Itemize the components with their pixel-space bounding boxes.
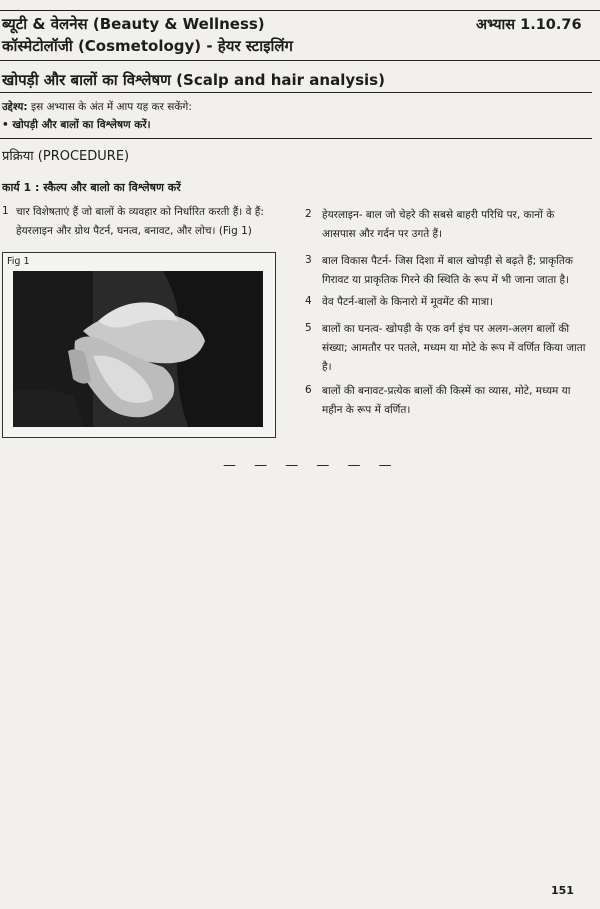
right-item-number: 4 xyxy=(305,295,312,307)
figure-label: Fig 1 xyxy=(7,256,30,267)
header-rule xyxy=(0,60,600,61)
left-item-text: चार विशेषताएं हैं जो बालों के व्यवहार को निर्धारित करती हैं। वे हैं: हेयरलाइन और ग्रोथ पैटर्न, घनत्व, बनावट, और लोच। (Fig 1) xyxy=(16,206,264,237)
page-number: 151 xyxy=(551,884,574,897)
right-item-number: 6 xyxy=(305,384,312,396)
figure-1 xyxy=(2,252,276,438)
procedure-heading: प्रक्रिया (PROCEDURE) xyxy=(2,149,130,164)
end-separator: — — — — — — xyxy=(223,458,399,473)
objectives-line xyxy=(2,100,192,114)
objectives-rule xyxy=(0,138,592,139)
right-item-text: हेयरलाइन- बाल जो चेहरे की सबसे बाहरी परिधि पर, कानों के आसपास और गर्दन पर उगते हैं। xyxy=(322,209,555,240)
objective-item: • खोपड़ी और बालों का विश्लेषण करें। xyxy=(2,119,151,131)
right-item-text: बालों की बनावट-प्रत्येक बालों की किस्में का व्यास, मोटे, मध्यम या महीन के रूप में वर्णित। xyxy=(322,385,571,416)
right-item-number: 2 xyxy=(305,208,312,220)
header-line-1: ब्यूटी & वेलनेस (Beauty & Wellness) xyxy=(2,15,265,33)
title-rule xyxy=(0,92,592,93)
left-item-number: 1 xyxy=(2,205,9,217)
right-item-text: वेव पैटर्न-बालों के किनारो में मूवमेंट की मात्रा। xyxy=(322,296,494,308)
exercise-title: खोपड़ी और बालों का विश्लेषण (Scalp and hair analysis) xyxy=(2,71,385,89)
right-item-text: बालों का घनत्व- खोपड़ी के एक वर्ग इंच पर अलग-अलग बालों की संख्या; आमतौर पर पतले, मध्यम या मोटे के रूप में वर्णित किया जाता है। xyxy=(322,323,586,373)
right-item-number: 5 xyxy=(305,322,312,334)
top-rule xyxy=(0,10,600,11)
hair-analysis-photo xyxy=(13,271,263,427)
exercise-number: अभ्यास 1.10.76 xyxy=(476,17,582,33)
header-line-2: कॉस्मेटोलॉजी (Cosmetology) - हेयर स्टाइलिंग xyxy=(2,37,293,55)
objectives-intro: इस अभ्यास के अंत में आप यह कर सकेंगे: xyxy=(30,101,192,113)
task-heading: कार्य 1 : स्कैल्प और बालो का विश्लेषण करें xyxy=(2,181,181,194)
right-item-text: बाल विकास पैटर्न- जिस दिशा में बाल खोपड़ी से बढ़ते हैं; प्राकृतिक गिरावट या प्राकृतिक गिरने की स्थिति के रूप में भी जाना जाता है। xyxy=(322,255,573,286)
objectives-label: उद्देश्य: xyxy=(2,101,28,113)
right-item-number: 3 xyxy=(305,254,312,266)
